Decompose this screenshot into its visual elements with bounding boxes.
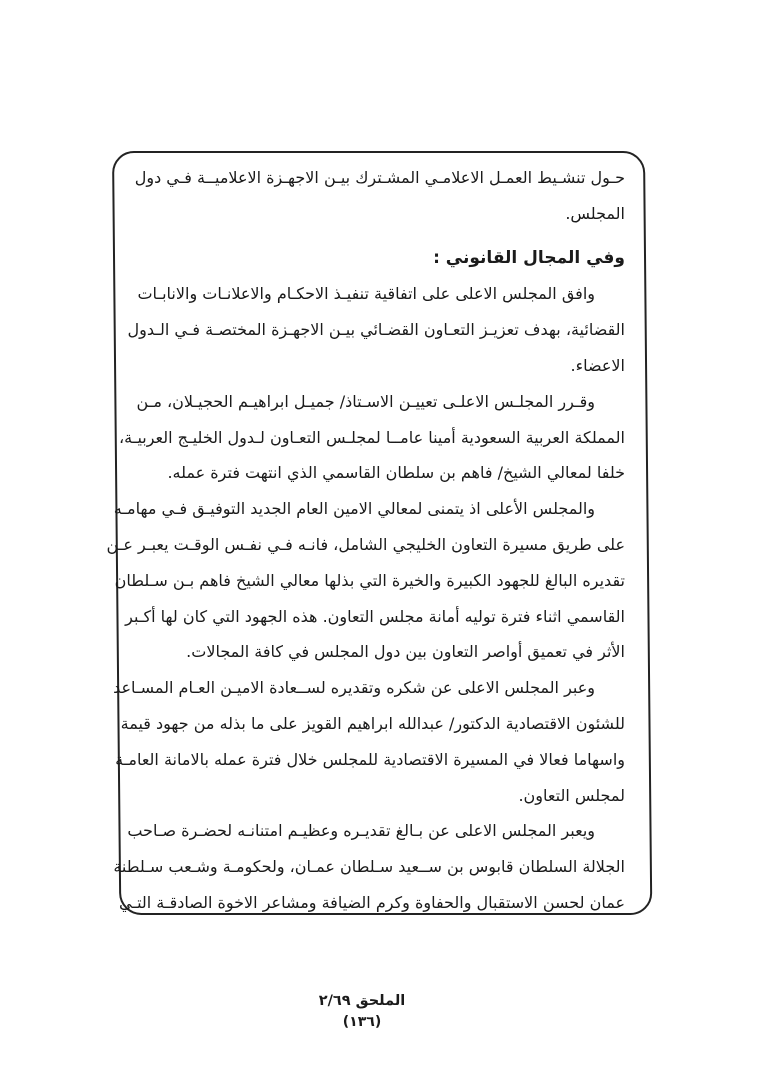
paragraph-2	[119, 384, 625, 491]
text-line: للشئون الاقتصادية الدكتور/ عبدالله ابراهيم القويز على ما بذله من جهود قيمة	[120, 713, 625, 733]
text-line: الاعضاء.	[570, 355, 625, 375]
paragraph-1	[127, 276, 625, 383]
text-line: القاسمي اثناء فترة توليه أمانة مجلس التعاون. هذه الجهود التي كان لها أكـبر	[125, 606, 625, 626]
text-line: والمجلس الأعلى اذ يتمنى لمعالي الامين العام الجديد التوفيـق فـي مهامـه	[113, 499, 595, 519]
text-line: لمجلس التعاون.	[518, 785, 625, 805]
text-line: تقديره البالغ للجهود الكبيرة والخيرة التي بذلها معالي الشيخ فاهم بـن سـلطان	[114, 570, 625, 590]
page-number: (١٣٦)	[342, 1014, 382, 1030]
text-line: وقـرر المجلـس الاعلـى تعييـن الاسـتاذ/ جميـل ابراهيـم الحجيـلان، مـن	[136, 391, 595, 411]
text-line: ويعبر المجلس الاعلى عن بـالغ تقديـره وعظيـم امتنانـه لحضـرة صـاحب	[127, 821, 595, 841]
text-line: خلفا لمعالي الشيخ/ فاهم بن سلطان القاسمي الذي انتهت فترة عمله.	[167, 463, 625, 483]
paragraph-4	[113, 670, 625, 813]
appendix-label: الملحق ٢/٦٩	[318, 993, 406, 1009]
section-heading: وفي المجال القانوني :	[433, 247, 625, 268]
intro-paragraph	[134, 160, 625, 232]
paragraph-3	[106, 491, 625, 670]
document-text	[106, 160, 625, 921]
text-line: واسهاما فعالا في المسيرة الاقتصادية للمجلس خلال فترة عمله بالامانة العامـة	[115, 749, 625, 769]
text-line: المملكة العربية السعودية أمينا عامــا لمجلـس التعـاون لـدول الخليـج العربيـة،	[119, 427, 625, 447]
text-line: وعبر المجلس الاعلى عن شكره وتقديره لســعادة الاميـن العـام المسـاعد	[113, 678, 595, 698]
paragraph-5	[113, 813, 625, 920]
text-line: عمان لحسن الاستقبال والحفاوة وكرم الضيافة ومشاعر الاخوة الصادقـة التـي	[119, 892, 625, 912]
text-line: وافق المجلس الاعلى على اتفاقية تنفيـذ الاحكـام والاعلانـات والانابـات	[137, 284, 595, 304]
text-line: الأثر في تعميق أواصر التعاون بين دول المجلس في كافة المجالات.	[186, 642, 625, 662]
text-line: على طريق مسيرة التعاون الخليجي الشامل، فانـه فـي نفـس الوقـت يعبـر عـن	[106, 534, 625, 554]
text-line: القضائية، بهدف تعزيـز التعـاون القضـائي بيـن الاجهـزة المختصـة فـي الـدول	[127, 320, 625, 340]
text-line: المجلس.	[565, 203, 625, 223]
text-line: الجلالة السلطان قابوس بن ســعيد سـلطان عمـان، ولحكومـة وشـعب سـلطنة	[113, 857, 625, 877]
text-line: حـول تنشـيط العمـل الاعلامـي المشـترك بيـن الاجهـزة الاعلاميــة فـي دول	[134, 168, 625, 187]
page-footer	[0, 991, 741, 1033]
